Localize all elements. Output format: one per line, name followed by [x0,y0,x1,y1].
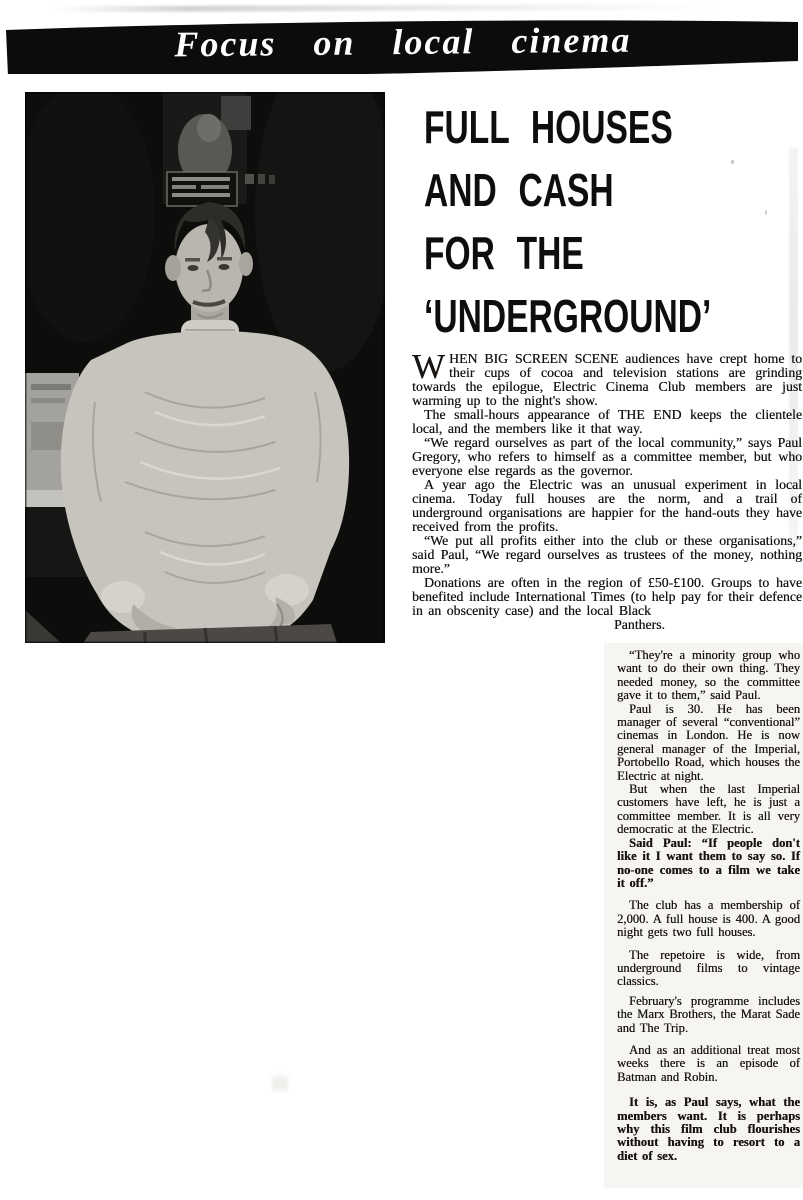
article-column-wide [412,347,802,632]
paragraph: But when the last Imperial customers have left, he is just a committee member. It is all very democratic at the Electric. [617,782,800,837]
section-banner [0,8,803,74]
paragraph-bold-closing: It is, as Paul says, what the members want. It is perhaps why this film club flourishes without having to resort to a diet of sex. [617,1095,800,1163]
headline-line-3: FOR THE [424,227,584,279]
article-column-narrow [617,649,800,1163]
paragraph: The small-hours appearance of THE END keeps the clientele local, and the members like it that way. [412,407,802,436]
article-headline [424,101,796,356]
paragraph: The repetoire is wide, from underground films to vintage classics. [617,947,800,989]
paragraph-last-line: Panthers. [614,617,665,632]
paragraph: “We regard ourselves as part of the local community,” says Paul Gregory, who refers to himself as a committee member, but who everyone else regards as the governor. [412,435,802,478]
paragraph: A year ago the Electric was an unusual experiment in local cinema. Today full houses are the norm, and a trail of underground organisations are happier for the hand-outs they have received from the profits. [412,477,802,534]
headline-line-2: AND CASH [424,164,614,216]
lead-text: HEN BIG SCREEN SCENE audiences have crept home to their cups of cocoa and television stations are grinding towards the epilogue, Electric Cinema Club members are just warming up to the night's show. [412,351,802,408]
scan-smudge [272,1076,288,1091]
dropcap: W [412,347,446,386]
paragraph: February's programme includes the Marx Brothers, the Marat Sade and The Trip. [617,993,800,1035]
headline-line-4: ‘UNDERGROUND’ [424,290,712,342]
paragraph: Donations are often in the region of £50-£100. Groups to have benefited include International Times (to help pay for their defence in an obscenity case) and the local Black [412,575,802,618]
headline-line-1: FULL HOUSES [424,101,673,153]
photo-paul-gregory [25,92,385,643]
lead-paragraph [412,347,802,408]
paragraph: And as an additional treat most weeks there is an episode of Batman and Robin. [617,1042,800,1084]
banner-title: Focus on local cinema [174,19,632,65]
paragraph: “They're a minority group who want to do their own thing. They needed money, so the committee gave it to them,” said Paul. [617,648,800,703]
paragraph: The club has a membership of 2,000. A full house is 400. A good night gets two full houses. [617,898,800,940]
paragraph: “We put all profits either into the club or these organisations,” said Paul, “We regard ourselves as trustees of the money, nothing more.” [412,533,802,576]
paragraph-bold-quote: Said Paul: “If people don't like it I want them to say so. If no-one comes to a film we take it off.” [617,835,800,890]
paragraph: Paul is 30. He has been manager of several “conventional” cinemas in London. He is now general manager of the Imperial, Portobello Road, which houses the Electric at night. [617,701,800,783]
